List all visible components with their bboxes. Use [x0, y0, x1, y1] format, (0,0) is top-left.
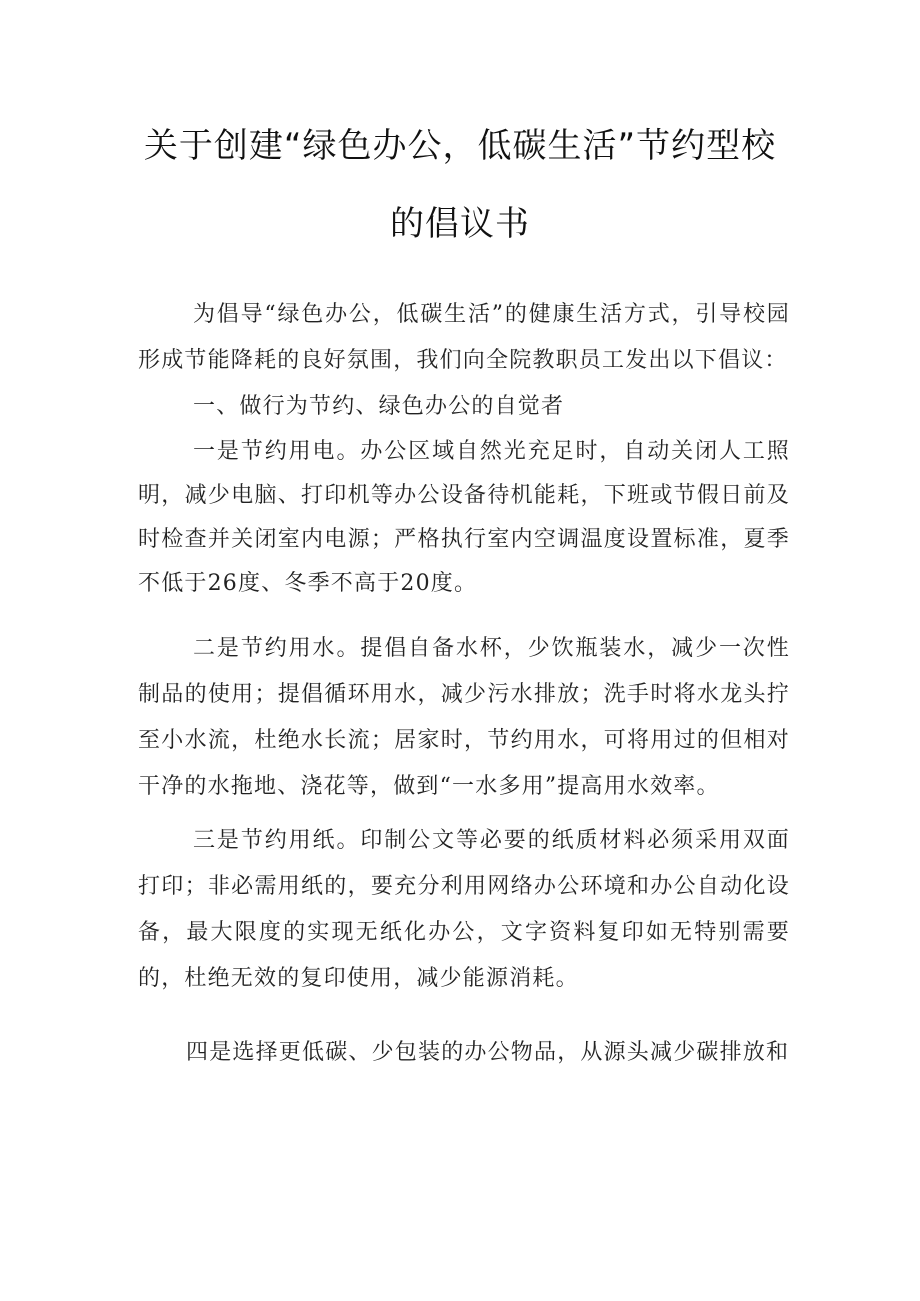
paragraph-low-carbon-supplies: 四是选择更低碳、少包装的办公物品，从源头减少碳排放和: [186, 1040, 790, 1065]
document-title-line-2: 的倡议书: [390, 204, 530, 244]
paragraph-intro: 为倡导“绿色办公，低碳生活”的健康生活方式，引导校园形成节能降耗的良好氛围，我们向全院教职员工发出以下倡议：: [138, 302, 790, 373]
paragraph-save-electricity: 一是节约用电。办公区域自然光充足时，自动关闭人工照明，减少电脑、打印机等办公设备待机能耗，下班或节假日前及时检查并关闭室内电源；严格执行室内空调温度设置标准，夏季不低于26度、冬季不高于20度。: [138, 439, 790, 596]
paragraph-save-paper: 三是节约用纸。印制公文等必要的纸质材料必须采用双面打印；非必需用纸的，要充分利用网络办公环境和办公自动化设备，最大限度的实现无纸化办公，文字资料复印如无特别需要的，杜绝无效的复印使用，减少能源消耗。: [138, 828, 790, 991]
paragraph-save-water: 二是节约用水。提倡自备水杯，少饮瓶装水，减少一次性制品的使用；提倡循环用水，减少污水排放；洗手时将水龙头拧至小水流，杜绝水长流；居家时，节约用水，可将用过的但相对干净的水拖地、浇花等，做到“一水多用”提高用水效率。: [138, 636, 790, 799]
section-heading-1: 一、做行为节约、绿色办公的自觉者: [193, 394, 565, 419]
document-title-line-1: 关于创建“绿色办公，低碳生活”节约型校: [143, 126, 777, 166]
